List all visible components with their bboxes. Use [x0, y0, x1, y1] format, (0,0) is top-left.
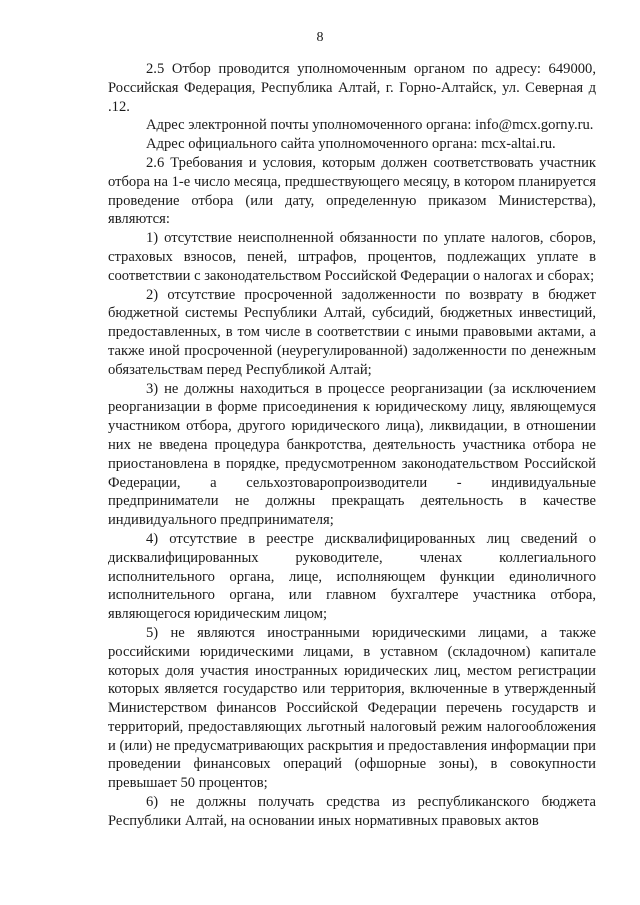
- paragraph-item-6: 6) не должны получать средства из республиканского бюджета Республики Алтай, на основании иных нормативных правовых актов: [108, 794, 596, 829]
- paragraph-item-4: 4) отсутствие в реестре дисквалифицированных лиц сведений о дисквалифицированных руководителе, членах коллегиального исполнительного органа, лице, исполняющем функции единоличного исполнительного органа, или главном бухгалтере участника отбора, являющегося юридическим лицом;: [108, 530, 596, 623]
- paragraph-website: Адрес официального сайта уполномоченного органа: mcx-altai.ru.: [146, 136, 556, 153]
- paragraph-2-5-address: 2.5 Отбор проводится уполномоченным органом по адресу: 649000, Российская Федерация, Республика Алтай, г. Горно-Алтайск, ул. Северная д .12.: [108, 61, 596, 115]
- paragraph-item-2: 2) отсутствие просроченной задолженности по возврату в бюджет бюджетной системы Республики Алтай, субсидий, бюджетных инвестиций, предоставленных, в том числе в соответствии с иными правовыми актами, а также иной просроченной (неурегулированной) задолженности по денежным обязательствам перед Республикой Алтай;: [108, 286, 596, 378]
- paragraph-item-5: 5) не являются иностранными юридическими лицами, а также российскими юридическими лицами, в уставном (складочном) капитале которых доля участия иностранных юридических лиц, местом регистрации которых является государство или территория, включенные в утвержденный Министерством финансов Российской Федерации перечень государств и территорий, предоставляющих льготный налоговый режим налогообложения и (или) не предусматривающих раскрытия и предоставления информации при проведении финансовых операций (офшорные зоны), в совокупности превышает 50 процентов;: [108, 624, 596, 792]
- paragraph-item-3: 3) не должны находиться в процессе реорганизации (за исключением реорганизации в форме присоединения к юридическому лицу, являющемуся участником отбора, другого юридического лица), ликвидации, в отношении них не введена процедура банкротства, деятельность участника отбора не приостановлена в порядке, предусмотренном законодательством Российской Федерации, а сельхозтоваропроизводители - индивидуальные предприниматели не должны прекращать деятельность в качестве индивидуального предпринимателя;: [108, 380, 596, 529]
- paragraph-email: Адрес электронной почты уполномоченного органа: info@mcx.gorny.ru.: [146, 117, 594, 134]
- page-number: 8: [316, 30, 324, 45]
- paragraph-item-1: 1) отсутствие неисполненной обязанности по уплате налогов, сборов, страховых взносов, пеней, штрафов, процентов, подлежащих уплате в соответствии с законодательством Российской Федерации о налогах и сборах;: [108, 230, 596, 284]
- paragraph-2-6-requirements: 2.6 Требования и условия, которым должен соответствовать участник отбора на 1-е число месяца, предшествующего месяцу, в котором планируется проведение отбора (или дату, определенную приказом Министерства), являются:: [108, 154, 596, 228]
- document-body: [108, 60, 596, 831]
